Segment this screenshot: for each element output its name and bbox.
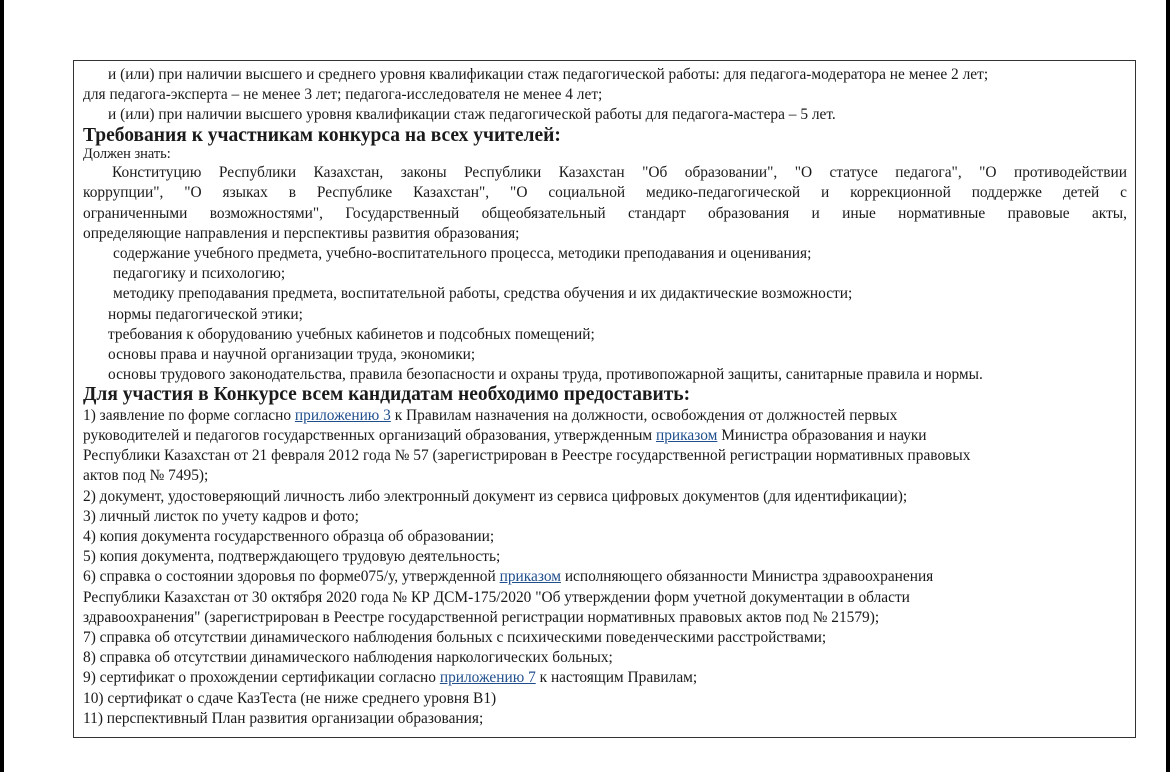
right-frame-edge [1166,0,1170,772]
list-item-1-line2: руководителей и педагогов государственных организаций образования, утвержденным приказом Министра образования и науки [83,427,927,445]
know-item: содержание учебного предмета, учебно-воспитательного процесса, методики преподавания и оценивания; [113,244,812,262]
know-item: требования к оборудованию учебных кабинетов и подсобных помещений; [108,325,595,343]
list-item-11: 11) перспективный План развития организации образования; [83,709,484,727]
order-link-2[interactable]: приказом [499,568,561,586]
heading-requirements: Требования к участникам конкурса на всех учителей: [83,124,561,146]
know-para-line: коррупции", "О языках в Республике Казахстан", "О социальной медико-педагогической и коррекционной поддержке детей с [83,184,1127,202]
document-page [73,60,1136,738]
list-item-6-line2: Республики Казахстан от 30 октября 2020 года № КР ДСМ-175/2020 "Об утверждении форм учетной документации в области [83,588,910,606]
list-item-6-line3: здравоохранения" (зарегистрирован в Реестре государственной регистрации нормативных правовых актов под № 21579); [83,608,880,626]
list-item-6-line1: 6) справка о состоянии здоровья по форме075/у, утвержденной приказом исполняющего обязанности Министра здравоохранения [83,568,934,586]
left-frame-edge [0,0,4,772]
know-item: педагогику и психологию; [113,265,286,283]
list-item-5: 5) копия документа, подтверждающего трудовую деятельность; [83,548,501,566]
heading-submission: Для участия в Конкурсе всем кандидатам необходимо предоставить: [83,384,691,406]
know-para-line: ограниченными возможностями", Государственный общеобязательный стандарт образования и иные нормативные правовые акты, [83,204,1127,222]
know-item: методику преподавания предмета, воспитательной работы, средства обучения и их дидактические возможности; [113,285,853,303]
para1-line3: и (или) при наличии высшего уровня квалификации стаж педагогической работы для педагога-мастера – 5 лет. [108,106,836,124]
list-item-2: 2) документ, удостоверяющий личность либо электронный документ из сервиса цифровых документов (для идентификации); [83,487,908,505]
list-item-4: 4) копия документа государственного образца об образовании; [83,528,495,546]
list-item-1-line1: 1) заявление по форме согласно приложению 3 к Правилам назначения на должности, освобождения от должностей первых [83,406,898,424]
list-item-7: 7) справка об отсутствии динамического наблюдения больных с психическими поведенческими расстройствами; [83,629,827,647]
list-item-9: 9) сертификат о прохождении сертификации согласно приложению 7 к настоящим Правилам; [83,669,698,687]
list-item-8: 8) справка об отсутствии динамического наблюдения наркологических больных; [83,649,613,667]
para1-line1: и (или) при наличии высшего и среднего уровня квалификации стаж педагогической работы: для педагога-модератора не менее 2 лет; [108,66,989,83]
appendix-3-link[interactable]: приложению 3 [294,406,391,424]
know-para-line: Конституцию Республики Казахстан, законы Республики Казахстан "Об образовании", "О статусе педагога", "О противодействии [112,164,1127,182]
order-link-1[interactable]: приказом [656,427,718,445]
know-item: основы права и научной организации труда, экономики; [108,345,476,363]
list-item-1-line3: Республики Казахстан от 21 февраля 2012 года № 57 (зарегистрирован в Реестре государственной регистрации нормативных правовых [83,447,971,465]
must-know-label: Должен знать: [83,146,171,163]
list-item-1-line4: актов под № 7495); [83,467,209,485]
list-item-3: 3) личный листок по учету кадров и фото; [83,507,359,525]
know-item: нормы педагогической этики; [108,305,303,323]
list-item-10: 10) сертификат о сдаче КазТеста (не ниже среднего уровня B1) [83,689,497,707]
know-item: основы трудового законодательства, правила безопасности и охраны труда, противопожарной защиты, санитарные правила и нормы. [108,366,983,384]
know-para-line: определяющие направления и перспективы развития образования; [83,224,520,242]
para1-line2: для педагога-эксперта – не менее 3 лет; педагога-исследователя не менее 4 лет; [83,86,603,104]
appendix-7-link[interactable]: приложению 7 [439,669,536,687]
